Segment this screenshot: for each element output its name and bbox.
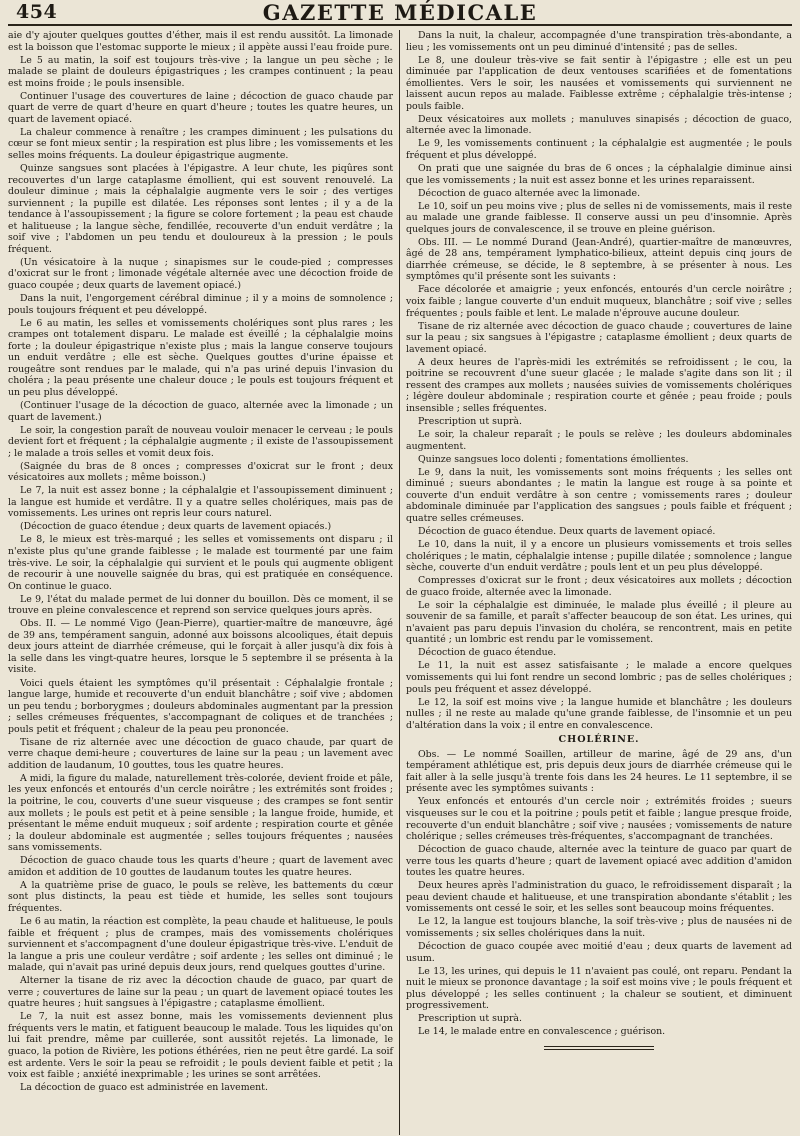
paragraph: Deux heures après l'administration du guaco, le refroidissement disparaît ; la peau devient chaude et halitueuse, et une transpiration abondante s'établit ; les vomissements ont cessé le soir, et les selles sont beaucoup moins fréquentes. xyxy=(406,880,792,915)
paragraph: (Continuer l'usage de la décoction de guaco, alternée avec la limonade ; un quart de lavement.) xyxy=(8,399,393,423)
text-columns xyxy=(8,30,792,1135)
paragraph: Décoction de guaco alternée avec la limonade. xyxy=(418,187,641,199)
paragraph: A deux heures de l'après-midi les extrémités se refroidissent ; le cou, la poitrine se recouvrent d'une sueur glacée ; le malade s'agite dans son lit ; il ressent des crampes aux mollets ; nausées suivies de vomissements cholériques ; légère douleur abdominale ; respiration courte et gênée ; peau froide ; pouls insensible ; selles fréquentes. xyxy=(406,356,792,414)
paragraph: A midi, la figure du malade, naturellement très-colorée, devient froide et pâle, les yeux enfoncés et entourés d'un cercle noirâtre ; les extrémités sont froides ; la poitrine, le cou, couverts d'une sueur visqueuse ; des crampes se font sentir aux mollets ; le pouls est petit et à peine sensible ; la langue froide, humide, et présentant le même enduit muqueux ; soif ardente ; respiration courte et gênée ; la douleur abdominale est augmentée ; selles toujours fréquentes ; nausées sans vomissements. xyxy=(8,772,393,854)
paragraph: Quinze sangsues sont placées à l'épigastre. A leur chute, les piqûres sont recouvertes d'un large cataplasme émollient, qui est souvent renouvelé. La douleur diminue ; mais la céphalalgie augmente vers le soir ; des vertiges surviennent ; la pupille est dilatée. Les réponses sont lentes ; il y a de la tendance à l'assoupissement ; la figure se colore fortement ; la peau est chaude et halitueuse ; la langue sèche, fendillée, recouverte d'un enduit verdâtre ; la soif vive ; l'abdomen un peu tendu et douloureux à la pression ; le pouls fréquent. xyxy=(8,163,393,255)
paragraph: Décoction de guaco chaude, alternée avec la teinture de guaco par quart de verre tous les quarts d'heure ; quart de lavement opiacé avec addition d'amidon toutes les quatre heures. xyxy=(406,844,792,879)
cholerine-heading: CHOLÉRINE. xyxy=(558,734,640,746)
paragraph: (Saignée du bras de 8 onces ; compresses d'oxicrat sur le front ; deux vésicatoires aux mollets ; même boisson.) xyxy=(8,460,393,484)
paragraph: Prescription ut suprà. xyxy=(418,1013,522,1025)
paragraph: Le 8, le mieux est très-marqué ; les selles et vomissements ont disparu ; il n'existe plus qu'une grande faiblesse ; le malade est tourmenté par une faim très-vive. Le soir, la céphalalgie qui survient et le pouls qui augmente obligent de recourir à une nouvelle saignée du bras, qui est pratiquée en conséquence. On continue le guaco. xyxy=(8,534,393,592)
paragraph: Le 13, les urines, qui depuis le 11 n'avaient pas coulé, ont reparu. Pendant la nuit le mieux se prononce davantage ; la soif est moins vive ; le pouls fréquent et plus développé ; les selles continuent ; la chaleur se soutient, et diminuent progressivement. xyxy=(406,965,792,1012)
end-rule xyxy=(544,1046,654,1050)
paragraph: Le 5 au matin, la soif est toujours très-vive ; la langue un peu sèche ; le malade se plaint de douleurs épigastriques ; les crampes continuent ; la peau est moins froide ; le pouls insensible. xyxy=(8,54,393,89)
paragraph: Le soir la céphalalgie est diminuée, le malade plus éveillé ; il pleure au souvenir de sa famille, et paraît s'affecter beaucoup de son état. Les urines, qui n'avaient pas paru depuis l'invasion du choléra, se rencontrent, mais en petite quantité ; un lombric est rendu par le vomissement. xyxy=(406,599,792,646)
paragraph: Le soir, la congestion paraît de nouveau vouloir menacer le cerveau ; le pouls devient fort et fréquent ; la céphalalgie augmente ; il existe de l'assoupissement ; le malade a trois selles et vomit deux fois. xyxy=(8,424,393,459)
paragraph: Le 6 au matin, les selles et vomissements cholériques sont plus rares ; les crampes ont totalement disparu. Le malade est éveillé ; la céphalalgie moins forte ; la douleur épigastrique n'existe plus ; mais la langue conserve toujours un enduit verdâtre ; elle est sèche. Quelques gouttes d'urine épaisse et rougeâtre sont rendues par le malade, qui n'a pas uriné depuis l'invasion du choléra ; la peau présente une chaleur douce ; le pouls est toujours fréquent et un peu plus développé. xyxy=(8,317,393,398)
paragraph: Le 6 au matin, la réaction est complète, la peau chaude et halitueuse, le pouls faible et fréquent ; plus de crampes, mais des vomissements cholériques surviennent et s'accompagnent d'une douleur épigastrique très-vive. L'enduit de la langue a pris une couleur verdâtre ; soif ardente ; les selles ont diminué ; le malade, qui n'avait pas uriné depuis deux jours, rend quelques gouttes d'urine. xyxy=(8,915,393,974)
paragraph: Le 11, la nuit est assez satisfaisante ; le malade a encore quelques vomissements qui lui font rendre un second lombric ; pas de selles cholériques ; pouls peu fréquent et assez développé. xyxy=(406,660,792,695)
paragraph: Décoction de guaco étendue. xyxy=(418,647,557,659)
paragraph: Le 10, dans la nuit, il y a encore un plusieurs vomissements et trois selles cholériques ; le matin, céphalalgie intense ; pupille dilatée ; somnolence ; langue sèche, couverte d'un enduit verdâtre ; pouls lent et un peu plus développé. xyxy=(406,538,792,574)
paragraph: A la quatrième prise de guaco, le pouls se relève, les battements du cœur sont plus distincts, la peau est tiède et humide, les selles sont toujours fréquentes. xyxy=(8,879,393,914)
paragraph: Le 8, une douleur très-vive se fait sentir à l'épigastre ; elle est un peu diminuée par l'application de deux ventouses scarifiées et de fomentations émollientes. Vers le soir, les nausées et vomissements qui surviennent ne laissent aucun repos au malade. Faiblesse extrême ; céphalalgie très-intense ; pouls faible. xyxy=(406,54,792,112)
paragraph: Obs. — Le nommé Soaillen, artilleur de marine, âgé de 29 ans, d'un tempérament athlétique est, pris depuis deux jours de diarrhée crémeuse qui le fait aller à la selle jusqu'à trente fois dans les 24 heures. Le 11 septembre, il se présente avec les symptômes suivants : xyxy=(406,748,792,795)
paragraph: Décoction de guaco étendue. Deux quarts de lavement opiacé. xyxy=(418,525,716,537)
paragraph: aie d'y ajouter quelques gouttes d'éther, mais il est rendu aussitôt. La limonade est la boisson que l'estomac supporte le mieux ; il appète aussi l'eau froide pure. xyxy=(8,30,393,53)
paragraph: On prati que une saignée du bras de 6 onces ; la céphalalgie diminue ainsi que les vomissements ; la nuit est assez bonne et les urines reparaissent. xyxy=(406,163,792,186)
paragraph: Quinze sangsues loco dolenti ; fomentations émollientes. xyxy=(418,453,689,465)
page-number: 454 xyxy=(16,1,58,23)
paragraph: Alterner la tisane de riz avec la décoction chaude de guaco, par quart de verre ; couvertures de laine sur la peau ; un quart de lavement opiacé toutes les quatre heures ; huit sangsues à l'épigastre ; cataplasme émollient. xyxy=(8,975,393,1010)
paragraph: Le soir, la chaleur reparaît ; le pouls se relève ; les douleurs abdominales augmentent. xyxy=(406,429,792,452)
paragraph: Décoction de guaco chaude tous les quarts d'heure ; quart de lavement avec amidon et addition de 10 gouttes de laudanum toutes les quatre heures. xyxy=(8,855,393,878)
paragraph: Le 10, soif un peu moins vive ; plus de selles ni de vomissements, mais il reste au malade une grande faiblesse. Il conserve aussi un peu d'insomnie. Après quelques jours de convalescence, il se trouve en pleine guérison. xyxy=(406,200,792,235)
paragraph: Dans la nuit, l'engorgement cérébral diminue ; il y a moins de somnolence ; pouls toujours fréquent et peu développé. xyxy=(8,293,393,316)
obs2-continuation xyxy=(406,30,792,235)
paragraph: (Décoction de guaco étendue ; deux quarts de lavement opiacés.) xyxy=(20,521,332,533)
paragraph: Le 14, le malade entre en convalescence ; guérison. xyxy=(418,1026,666,1038)
paragraph: Voici quels étaient les symptômes qu'il présentait : Céphalalgie frontale ; langue large, humide et recouverte d'un enduit blanchâtre ; soif vive ; abdomen un peu tendu ; borborygmes ; douleurs abdominales augmentant par la pression ; selles crémeuses fréquentes, s'accompagnant de coliques et de tranchées ; pouls petit et fréquent ; chaleur de la peau peu prononcée. xyxy=(8,677,393,735)
paragraph: Obs. II. — Le nommé Vigo (Jean-Pierre), quartier-maître de manœuvre, âgé de 39 ans, tempérament sanguin, adonné aux boissons alcooliques, était depuis deux jours atteint de diarrhée crémeuse, qui le forçait à aller jusqu'à dix fois à la selle dans les vingt-quatre heures, lorsque le 5 septembre il se présenta à la visite. xyxy=(8,618,393,676)
paragraph: Dans la nuit, la chaleur, accompagnée d'une transpiration très-abondante, a lieu ; les vomissements ont un peu diminué d'intensité ; pas de selles. xyxy=(406,30,792,53)
paragraph: Le 9, l'état du malade permet de lui donner du bouillon. Dès ce moment, il se trouve en pleine convalescence et reprend son service quelques jours après. xyxy=(8,593,393,617)
paragraph: Le 7, la nuit est assez bonne ; la céphalalgie et l'assoupissement diminuent ; la langue est humide et verdâtre. Il y a quatre selles cholériques, mais pas de vomissements. Les urines ont repris leur cours naturel. xyxy=(8,485,393,520)
paragraph: Compresses d'oxicrat sur le front ; deux vésicatoires aux mollets ; décoction de guaco froide, alternée avec la limonade. xyxy=(406,575,792,598)
paragraph: Le 9, les vomissements continuent ; la céphalalgie est augmentée ; le pouls fréquent et plus développé. xyxy=(406,138,792,161)
paragraph: Continuer l'usage des couvertures de laine ; décoction de guaco chaude par quart de verre de quart d'heure en quart d'heure ; toutes les quatre heures, un quart de lavement opiacé. xyxy=(8,90,393,125)
left-column xyxy=(8,30,400,1135)
paragraph: La décoction de guaco est administrée en lavement. xyxy=(20,1082,268,1094)
paragraph: Prescription ut suprà. xyxy=(418,416,522,427)
right-column xyxy=(400,30,792,1135)
paragraph: Tisane de riz alternée avec une décoction de guaco chaude, par quart de verre chaque demi-heure ; couvertures de laine sur la peau ; un lavement avec addition de laudanum, 10 gouttes, tous les quatre heures. xyxy=(8,736,393,771)
paragraph: Le 7, la nuit est assez bonne, mais les vomissements deviennent plus fréquents vers le matin, et fatiguent beaucoup le malade. Tous les liquides qu'on lui fait prendre, même par cuillerée, sont aussitôt rejetés. La limonade, le guaco, la potion de Rivière, les potions éthérées, rien ne peut être gardé. La soif est ardente. Vers le soir la peau se refroidit ; le pouls devient faible et petit ; la voix est faible ; anxiété inexprimable ; les urines se sont arrêtées. xyxy=(8,1011,393,1081)
cholerine-section xyxy=(406,749,792,1038)
paragraph: Yeux enfoncés et entourés d'un cercle noir ; extrémités froides ; sueurs visqueuses sur le cou et la poitrine ; pouls petit et faible ; langue presque froide, recouverte d'un enduit blanchâtre ; soif vive ; nausées ; vomissements de nature cholérique ; selles crémeuses très-fréquentes, s'accompagnant de tranchées. xyxy=(406,796,792,843)
paragraph: Le 9, dans la nuit, les vomissements sont moins fréquents ; les selles ont diminué ; sueurs abondantes ; le matin la langue est rouge à sa pointe et couverte d'un enduit verdâtre à son centre ; vomissements rares ; douleur abdominale diminuée par l'application des sangsues ; pouls faible et fréquent ; quatre selles crémeuses. xyxy=(406,466,792,524)
journal-title: GAZETTE MÉDICALE xyxy=(262,0,538,25)
paragraph: Face décolorée et amaigrie ; yeux enfoncés, entourés d'un cercle noirâtre ; voix faible ; langue couverte d'un enduit muqueux, blanchâtre ; soif vive ; selles fréquentes ; pouls faible et lent. Le malade n'éprouve aucune douleur. xyxy=(406,284,792,319)
paragraph: Le 12, la langue est toujours blanche, la soif très-vive ; plus de nausées ni de vomissements ; six selles cholériques dans la nuit. xyxy=(406,916,792,939)
paragraph: Tisane de riz alternée avec décoction de guaco chaude ; couvertures de laine sur la peau ; six sangsues à l'épigastre ; cataplasme émollient ; deux quarts de lavement opiacé. xyxy=(406,320,792,355)
paragraph: Deux vésicatoires aux mollets ; manuluves sinapisés ; décoction de guaco, alternée avec la limonade. xyxy=(406,113,792,137)
masthead xyxy=(8,0,792,26)
paragraph: Le 12, la soif est moins vive ; la langue humide et blanchâtre ; les douleurs nulles ; il ne reste au malade qu'une grande faiblesse, de l'insomnie et un peu d'altération dans la voix ; il entre en convalescence. xyxy=(406,696,792,731)
paragraph: (Un vésicatoire à la nuque ; sinapismes sur le coude-pied ; compresses d'oxicrat sur le front ; limonade végétale alternée avec une décoction froide de guaco coupée ; deux quarts de lavement opiacé.) xyxy=(8,256,393,291)
obs3-section xyxy=(406,237,792,731)
paragraph: Obs. III. — Le nommé Durand (Jean-André), quartier-maître de manœuvres, âgé de 28 ans, tempérament lymphatico-bilieux, atteint depuis cinq jours de diarrhée crémeuse, se décide, le 8 septembre, à se présenter à nous. Les symptômes qu'il présente sont les suivants : xyxy=(406,236,792,283)
paragraph: La chaleur commence à renaître ; les crampes diminuent ; les pulsations du cœur se font mieux sentir ; la respiration est plus libre ; les vomissements et les selles moins fréquents. La douleur épigastrique augmente. xyxy=(8,126,393,161)
paragraph: Décoction de guaco coupée avec moitié d'eau ; deux quarts de lavement ad usum. xyxy=(406,941,792,964)
